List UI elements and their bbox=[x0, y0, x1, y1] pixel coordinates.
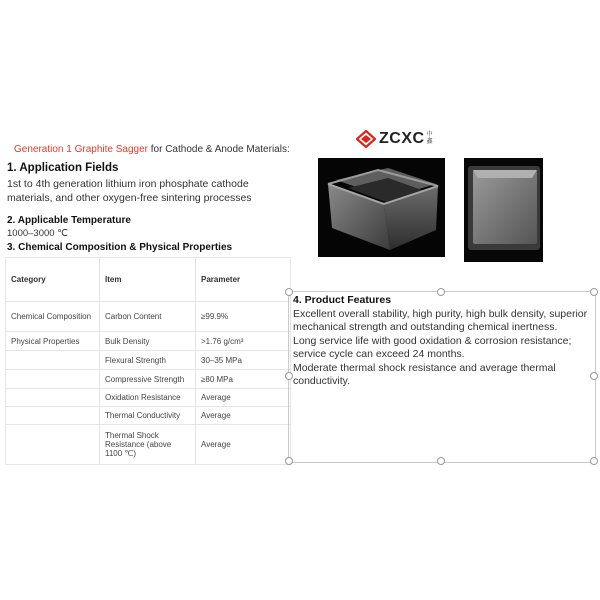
cell-category: Physical Properties bbox=[6, 332, 100, 351]
cell-item: Carbon Content bbox=[100, 302, 196, 332]
cell-parameter: Average bbox=[196, 425, 291, 465]
properties-heading: 3. Chemical Composition & Physical Properties bbox=[7, 242, 233, 253]
cell-parameter: 30–35 MPa bbox=[196, 351, 291, 370]
table-row bbox=[6, 351, 291, 370]
cell-category bbox=[6, 370, 100, 389]
cell-category bbox=[6, 389, 100, 407]
logo-mark-icon bbox=[356, 130, 376, 148]
cell-category: Chemical Composition bbox=[6, 302, 100, 332]
cell-item: Bulk Density bbox=[100, 332, 196, 351]
feature-line: Long service life with good oxidation & corrosion resistance; service cycle can exceed 24 months. bbox=[293, 334, 572, 360]
cell-parameter: ≥80 MPa bbox=[196, 370, 291, 389]
title-rest: for Cathode & Anode Materials: bbox=[147, 144, 290, 155]
open-box-sagger-photo bbox=[318, 158, 445, 257]
resize-handle-bottom-left[interactable] bbox=[285, 457, 293, 465]
cell-category bbox=[6, 407, 100, 425]
column-header-category: Category bbox=[6, 258, 100, 302]
cell-parameter: Average bbox=[196, 407, 291, 425]
title-highlight: Generation 1 Graphite Sagger bbox=[14, 144, 148, 155]
cell-category bbox=[6, 351, 100, 370]
table-row bbox=[6, 389, 291, 407]
table-row bbox=[6, 370, 291, 389]
logo-text: ZCXC bbox=[379, 130, 425, 147]
properties-table bbox=[5, 257, 291, 465]
document-title bbox=[14, 144, 290, 155]
cell-item: Thermal Conductivity bbox=[100, 407, 196, 425]
temperature-heading: 2. Applicable Temperature bbox=[7, 215, 131, 226]
cell-item: Flexural Strength bbox=[100, 351, 196, 370]
cell-item: Oxidation Resistance bbox=[100, 389, 196, 407]
resize-handle-left[interactable] bbox=[285, 372, 293, 380]
table-row bbox=[6, 302, 291, 332]
resize-handle-top-left[interactable] bbox=[285, 288, 293, 296]
table-header-row bbox=[6, 258, 291, 302]
cell-parameter: ≥99.9% bbox=[196, 302, 291, 332]
cell-parameter: >1.76 g/cm³ bbox=[196, 332, 291, 351]
cell-item: Thermal Shock Resistance (above 1100 ℃) bbox=[100, 425, 196, 465]
column-header-parameter: Parameter bbox=[196, 258, 291, 302]
resize-handle-bottom-right[interactable] bbox=[590, 457, 598, 465]
feature-line: Excellent overall stability, high purity, high bulk density, superior mechanical strength and outstanding chemical inertness. bbox=[293, 307, 588, 333]
cell-category bbox=[6, 425, 100, 465]
feature-line: Moderate thermal shock resistance and average thermal conductivity. bbox=[293, 361, 556, 387]
product-features-heading: 4. Product Features bbox=[293, 294, 392, 306]
resize-handle-bottom[interactable] bbox=[437, 457, 445, 465]
product-features-textbox[interactable] bbox=[293, 294, 593, 389]
cell-parameter: Average bbox=[196, 389, 291, 407]
logo-subtext: 中鑫 bbox=[426, 132, 433, 145]
temperature-value: 1000–3000 ℃ bbox=[7, 228, 68, 239]
table-row bbox=[6, 332, 291, 351]
square-sagger-photo bbox=[464, 158, 543, 262]
application-fields-heading: 1. Application Fields bbox=[7, 162, 119, 174]
application-fields-text: 1st to 4th generation lithium iron phosphate cathode materials, and other oxygen-free sintering processes bbox=[7, 178, 252, 204]
table-row bbox=[6, 425, 291, 465]
zcxc-logo bbox=[356, 130, 434, 148]
column-header-item: Item bbox=[100, 258, 196, 302]
table-row bbox=[6, 407, 291, 425]
cell-item: Compressive Strength bbox=[100, 370, 196, 389]
